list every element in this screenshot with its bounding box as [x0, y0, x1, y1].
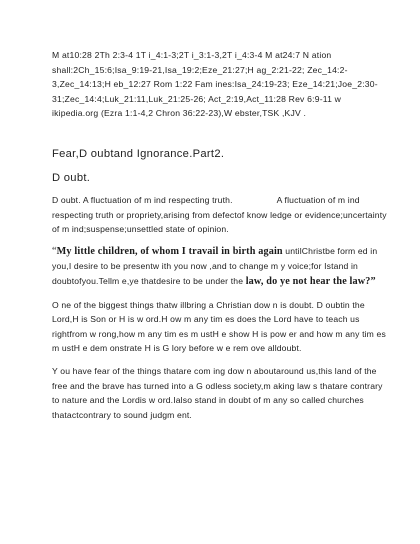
section-heading: D oubt. [52, 171, 91, 184]
scripture-quote [52, 244, 388, 290]
definition-lead: D oubt. A fluctuation of m ind respecting truth. [52, 194, 233, 205]
body-paragraph-1: O ne of the biggest things thatw illbring a Christian dow n is doubt. D oubtin the Lord,H is Son or H is w ord.H ow m any tim es does the Lord have to teach us rightfrom w rong,how m any tim es m ustH e show H is pow er and how m any tim es m ustH e dem onstrate H is G lory before w e rem ove alldoubt. [52, 299, 386, 354]
quote-open-mark: “ [52, 245, 57, 257]
quote-bold-end: law, do ye not hear the law?” [245, 275, 376, 287]
definition-body: A fluctuation of m ind respecting truth or propriety,arising from defectof know ledge or evidence;uncertainty of m ind;suspense;unsettled state of opinion. [52, 194, 387, 235]
quote-bold-text: My little children, of whom I travail in birth again [56, 245, 283, 257]
body-paragraph-2: Y ou have fear of the things thatare com ing dow n aboutaround us,this land of the free and the brave has turned into a G odless society,m aking law s thatare contrary to nature and the Lordis w ord.Ialso stand in doubt of m any so called churches thatactcontrary to sound judgm ent. [52, 365, 383, 420]
document-page [52, 48, 388, 422]
quote-plain-text: untilChristbe form ed in you,I desire to be presentw ith you now ,and to change m y voice;for Istand in doubtofyou.Tellm e,ye thatdesire to be under the [52, 245, 378, 286]
definition-paragraph [52, 193, 388, 237]
document-title: Fear,D oubtand Ignorance.Part2. [52, 147, 225, 160]
scripture-references: M at10:28 2Th 2:3-4 1T i_4:1-3;2T i_3:1-3,2T i_4:3-4 M at24:7 N ation shall:2Ch_15:6;Isa_9:19-21,Isa_19:2;Eze_21:27;H ag_2:21-22; Zec_14:2-3,Zec_14:13;H eb_12:27 Rom 1:22 Fam ines:Isa_24:19-23; Eze_14:21;Joe_2:30-31;Zec_14:4;Luk_21:11,Luk_21:25-26; Act_2:19,Act_11:28 Rev 6:9-11 w ikipedia.org (Ezra 1:1-4,2 Chron 36:22-23),W ebster,TSK ,KJV . [52, 50, 378, 119]
